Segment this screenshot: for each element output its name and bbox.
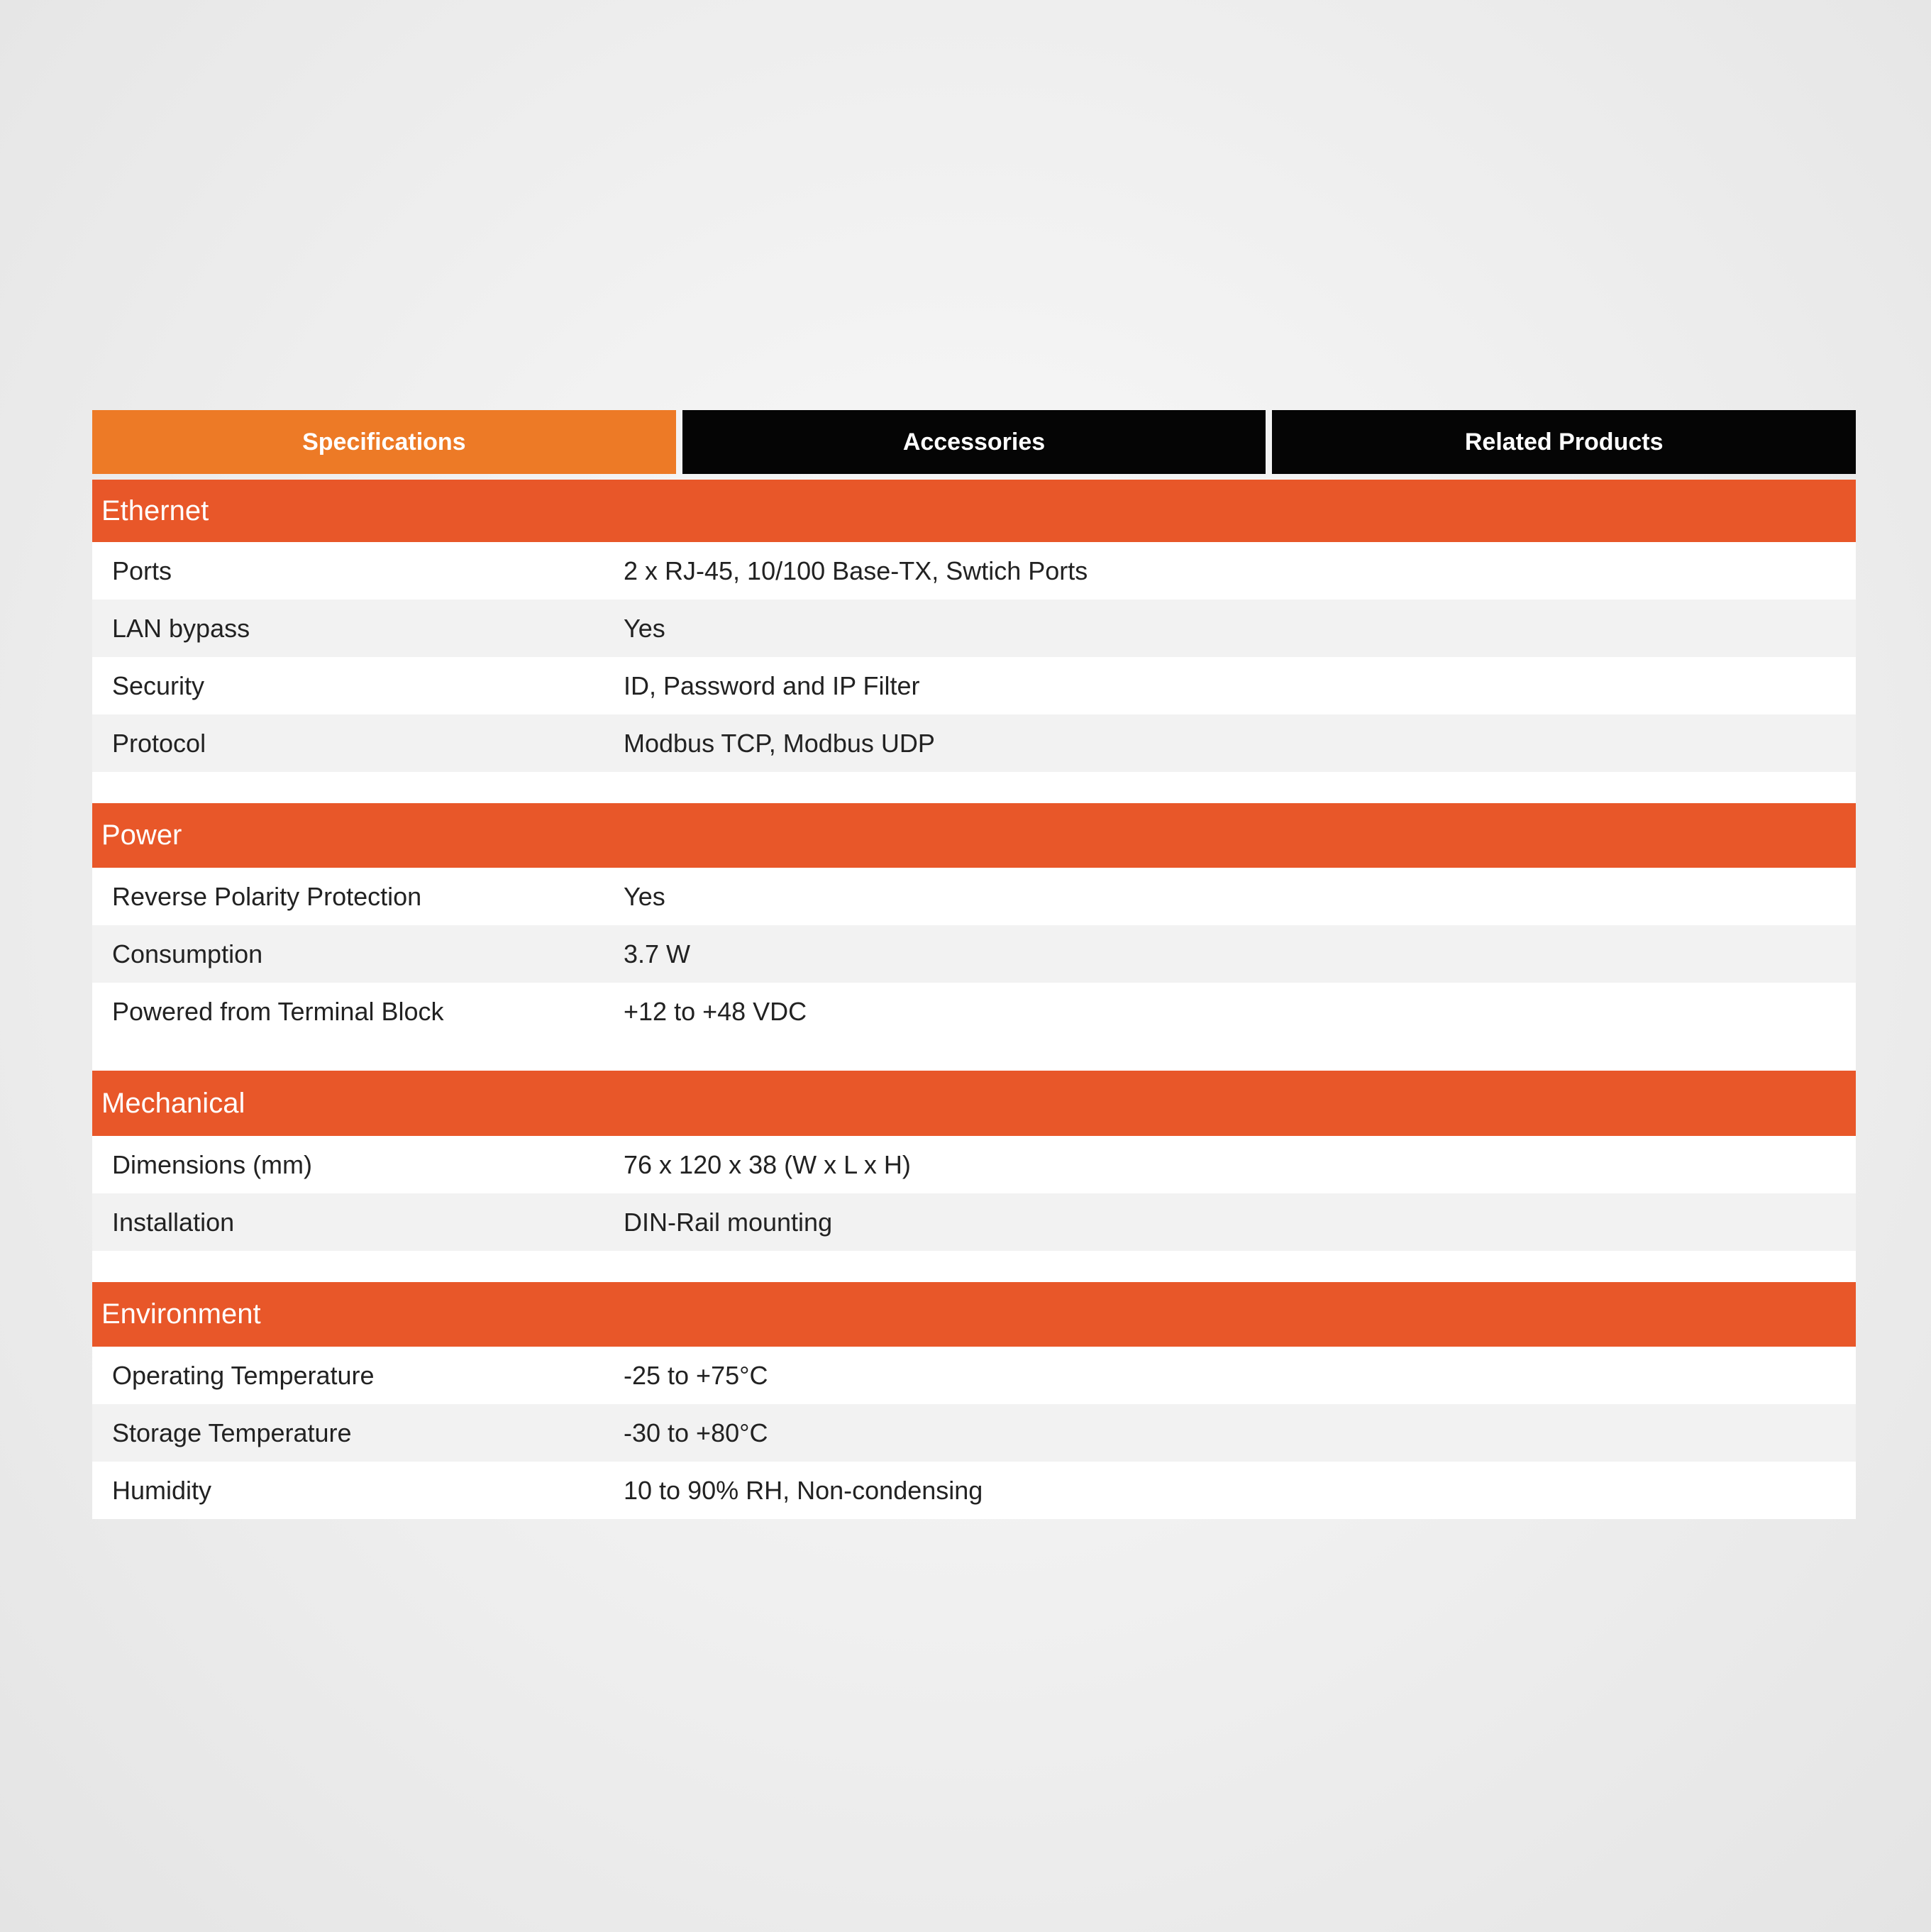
spec-label: Storage Temperature	[112, 1418, 352, 1447]
section-spacer	[92, 1251, 1856, 1282]
section-rows	[92, 1136, 1856, 1251]
section-environment	[92, 1282, 1856, 1519]
spec-label: LAN bypass	[112, 613, 250, 643]
spec-label: Ports	[112, 556, 172, 585]
tab-accessories[interactable]: Accessories	[682, 410, 1266, 474]
spec-label: Security	[112, 670, 205, 700]
spec-label: Reverse Polarity Protection	[112, 881, 422, 911]
tab-related-products[interactable]: Related Products	[1272, 410, 1856, 474]
spec-panel	[92, 410, 1856, 1519]
tab-bar	[92, 410, 1856, 474]
spec-row-lan-bypass	[92, 600, 1856, 657]
section-title-ethernet: Ethernet	[92, 480, 1856, 542]
spec-value: +12 to +48 VDC	[624, 996, 807, 1026]
spec-value: Yes	[624, 881, 665, 911]
section-title-mechanical: Mechanical	[92, 1071, 1856, 1136]
spec-label: Protocol	[112, 728, 206, 758]
spec-row-reverse-polarity-protection	[92, 868, 1856, 925]
spec-value: 76 x 120 x 38 (W x L x H)	[624, 1149, 911, 1179]
section-spacer	[92, 772, 1856, 803]
spec-value: 3.7 W	[624, 939, 691, 968]
spec-value: Modbus TCP, Modbus UDP	[624, 728, 935, 758]
spec-row-security	[92, 657, 1856, 714]
spec-row-storage-temperature	[92, 1404, 1856, 1462]
spec-row-ports	[92, 542, 1856, 600]
section-spacer	[92, 1040, 1856, 1071]
spec-value: 10 to 90% RH, Non-condensing	[624, 1475, 983, 1505]
spec-value: 2 x RJ-45, 10/100 Base-TX, Swtich Ports	[624, 556, 1088, 585]
spec-row-consumption	[92, 925, 1856, 983]
spec-label: Operating Temperature	[112, 1360, 375, 1390]
section-title-power: Power	[92, 803, 1856, 868]
section-rows	[92, 868, 1856, 1040]
spec-row-installation	[92, 1193, 1856, 1251]
spec-value: Yes	[624, 613, 665, 643]
spec-label: Humidity	[112, 1475, 212, 1505]
spec-row-operating-temperature	[92, 1347, 1856, 1404]
spec-label: Powered from Terminal Block	[112, 996, 444, 1026]
spec-label: Consumption	[112, 939, 263, 968]
spec-value: -30 to +80°C	[624, 1418, 768, 1447]
spec-label: Installation	[112, 1207, 235, 1237]
section-ethernet	[92, 480, 1856, 803]
spec-row-powered-from-terminal-block	[92, 983, 1856, 1040]
spec-row-dimensions	[92, 1136, 1856, 1193]
spec-label: Dimensions (mm)	[112, 1149, 313, 1179]
spec-value: -25 to +75°C	[624, 1360, 768, 1390]
spec-row-protocol	[92, 714, 1856, 772]
section-mechanical	[92, 1071, 1856, 1282]
section-rows	[92, 1347, 1856, 1519]
spec-row-humidity	[92, 1462, 1856, 1519]
tab-specifications[interactable]: Specifications	[92, 410, 676, 474]
section-rows	[92, 542, 1856, 772]
section-title-environment: Environment	[92, 1282, 1856, 1347]
section-power	[92, 803, 1856, 1071]
spec-value: DIN-Rail mounting	[624, 1207, 833, 1237]
spec-value: ID, Password and IP Filter	[624, 670, 920, 700]
